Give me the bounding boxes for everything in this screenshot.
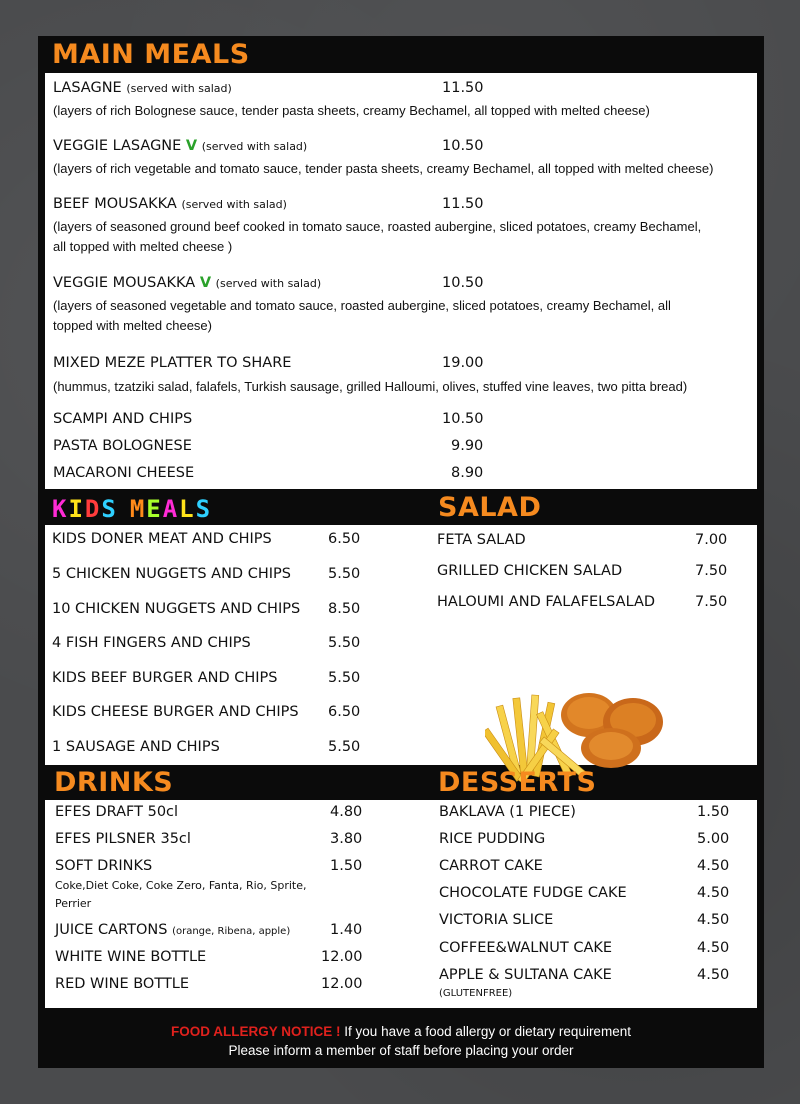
- kids-item-name: KIDS DONER MEAT AND CHIPS: [52, 531, 272, 547]
- drink-item-price: 4.80: [330, 804, 363, 820]
- menu-item-description: (layers of seasoned ground beef cooked in tomato sauce, roasted aubergine, sliced potatoes, creamy Bechamel,: [53, 219, 702, 234]
- dessert-item-name: APPLE & SULTANA CAKE: [439, 967, 612, 983]
- menu-item-price: 8.90: [451, 465, 484, 481]
- salad-item-price: 7.50: [695, 563, 728, 579]
- drink-item-name: SOFT DRINKS: [55, 858, 153, 874]
- dessert-item-subtext: (GLUTENFREE): [439, 988, 513, 999]
- menu-item-price: 10.50: [442, 138, 484, 154]
- kids-item-name: 5 CHICKEN NUGGETS AND CHIPS: [52, 566, 291, 582]
- salad-item-price: 7.00: [695, 532, 728, 548]
- main-meals-heading: MAIN MEALS: [52, 39, 250, 70]
- salad-item-name: FETA SALAD: [437, 532, 526, 548]
- kids-title-letter: L: [179, 495, 194, 523]
- menu-item-price: 19.00: [442, 355, 484, 371]
- kids-meals-heading: [52, 495, 212, 523]
- kids-title-letter: A: [162, 495, 178, 523]
- kids-title-letter: K: [52, 495, 67, 523]
- kids-title-letter: M: [129, 495, 145, 523]
- allergy-alert: FOOD ALLERGY NOTICE !: [171, 1024, 341, 1039]
- dessert-item-name: COFFEE&WALNUT CAKE: [439, 940, 613, 956]
- dessert-item-name: CHOCOLATE FUDGE CAKE: [439, 885, 627, 901]
- dessert-item-price: 4.50: [697, 858, 730, 874]
- salad-heading: SALAD: [438, 492, 542, 523]
- drink-item-name: EFES PILSNER 35cl: [55, 831, 191, 847]
- drink-item-subtext: Perrier: [55, 897, 92, 910]
- drinks-desserts-panel: [45, 800, 757, 1008]
- kids-item-price: 6.50: [328, 531, 361, 547]
- salad-item-name: HALOUMI AND FALAFELSALAD: [437, 594, 656, 610]
- desserts-heading: DESSERTS: [438, 767, 597, 798]
- kids-item-price: 5.50: [328, 635, 361, 651]
- menu-item-description: (hummus, tzatziki salad, falafels, Turkish sausage, grilled Halloumi, olives, stuffed vine leaves, two pitta bread): [53, 379, 688, 394]
- menu-board: [38, 36, 764, 1068]
- kids-salad-panel: [45, 525, 757, 765]
- menu-item-description: (layers of rich Bolognese sauce, tender pasta sheets, creamy Bechamel, all topped with melted cheese): [53, 103, 650, 118]
- menu-item-price: 9.90: [451, 438, 484, 454]
- salad-item-price: 7.50: [695, 594, 728, 610]
- drink-item-price: 1.50: [330, 858, 363, 874]
- menu-item-name: VEGGIE LASAGNE V (served with salad): [53, 138, 308, 154]
- drink-item-price: 12.00: [321, 949, 363, 965]
- kids-item-price: 5.50: [328, 566, 361, 582]
- kids-title-letter: E: [146, 495, 161, 523]
- dessert-item-price: 1.50: [697, 804, 730, 820]
- dessert-item-name: BAKLAVA (1 PIECE): [439, 804, 576, 820]
- drink-item-name: RED WINE BOTTLE: [55, 976, 190, 992]
- dessert-item-price: 4.50: [697, 940, 730, 956]
- drink-item-price: 12.00: [321, 976, 363, 992]
- drinks-heading: DRINKS: [54, 767, 174, 798]
- dessert-item-price: 4.50: [697, 912, 730, 928]
- menu-item-name: VEGGIE MOUSAKKA V (served with salad): [53, 275, 322, 291]
- drink-item-name: WHITE WINE BOTTLE: [55, 949, 207, 965]
- allergy-text: If you have a food allergy or dietary requirement: [344, 1024, 631, 1039]
- menu-item-name: BEEF MOUSAKKA (served with salad): [53, 196, 287, 212]
- kids-item-price: 8.50: [328, 601, 361, 617]
- dessert-item-price: 5.00: [697, 831, 730, 847]
- kids-item-price: 5.50: [328, 739, 361, 755]
- chicken-nugget-icon: [561, 693, 663, 768]
- kids-item-price: 6.50: [328, 704, 361, 720]
- main-meals-panel: [45, 73, 757, 489]
- salad-item-name: GRILLED CHICKEN SALAD: [437, 563, 623, 579]
- vegetarian-badge: V: [199, 275, 212, 291]
- drink-item-name: JUICE CARTONS (orange, Ribena, apple): [55, 922, 291, 938]
- kids-title-letter: D: [84, 495, 100, 523]
- menu-item-name: MACARONI CHEESE: [53, 465, 195, 481]
- menu-item-description: topped with melted cheese): [53, 318, 212, 333]
- menu-item-price: 11.50: [442, 196, 484, 212]
- menu-item-name: LASAGNE (served with salad): [53, 80, 232, 96]
- kids-title-letter: S: [101, 495, 116, 523]
- menu-item-price: 11.50: [442, 80, 484, 96]
- menu-item-description: (layers of seasoned vegetable and tomato sauce, roasted aubergine, sliced potatoes, creamy Bechamel, all: [53, 298, 671, 313]
- menu-item-name: SCAMPI AND CHIPS: [53, 411, 193, 427]
- kids-item-name: 4 FISH FINGERS AND CHIPS: [52, 635, 251, 651]
- dessert-item-name: VICTORIA SLICE: [439, 912, 554, 928]
- kids-item-name: 10 CHICKEN NUGGETS AND CHIPS: [52, 601, 301, 617]
- menu-item-name: MIXED MEZE PLATTER TO SHARE: [53, 355, 292, 371]
- kids-item-name: 1 SAUSAGE AND CHIPS: [52, 739, 220, 755]
- dessert-item-name: RICE PUDDING: [439, 831, 546, 847]
- menu-item-name: PASTA BOLOGNESE: [53, 438, 192, 454]
- drink-item-name: EFES DRAFT 50cl: [55, 804, 179, 820]
- drink-item-subtext: Coke,Diet Coke, Coke Zero, Fanta, Rio, Sprite,: [55, 879, 307, 892]
- dessert-item-price: 4.50: [697, 967, 730, 983]
- drink-item-price: 1.40: [330, 922, 363, 938]
- vegetarian-badge: V: [185, 138, 198, 154]
- menu-item-description: (layers of rich vegetable and tomato sauce, tender pasta sheets, creamy Bechamel, all topped with melted cheese): [53, 161, 714, 176]
- allergy-notice-line1: [38, 1024, 764, 1039]
- dessert-item-price: 4.50: [697, 885, 730, 901]
- kids-item-price: 5.50: [328, 670, 361, 686]
- drink-item-price: 3.80: [330, 831, 363, 847]
- menu-item-price: 10.50: [442, 411, 484, 427]
- allergy-notice-line2: Please inform a member of staff before placing your order: [228, 1043, 574, 1058]
- kids-item-name: KIDS CHEESE BURGER AND CHIPS: [52, 704, 299, 720]
- kids-item-name: KIDS BEEF BURGER AND CHIPS: [52, 670, 278, 686]
- menu-item-description: all topped with melted cheese ): [53, 239, 233, 254]
- dessert-item-name: CARROT CAKE: [439, 858, 543, 874]
- kids-title-letter: I: [68, 495, 83, 523]
- menu-item-price: 10.50: [442, 275, 484, 291]
- kids-title-letter: S: [195, 495, 211, 523]
